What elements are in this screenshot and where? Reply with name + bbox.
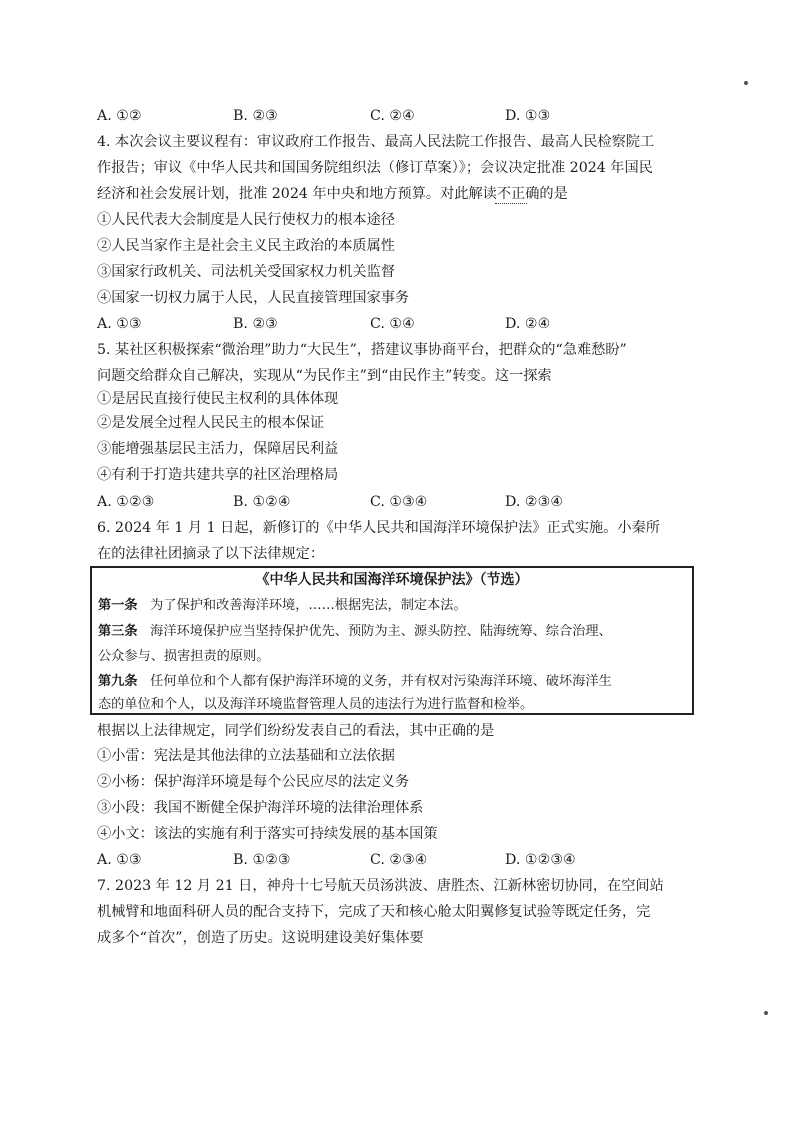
q3-option-d: D. ①③: [505, 108, 551, 124]
article-1-label: 第一条: [98, 598, 138, 613]
q4-option-c: C. ①④: [370, 316, 415, 332]
q6-item-1: ①小雷：宪法是其他法律的立法基础和立法依据: [97, 748, 395, 764]
q4-stem-line-1: 4. 本次会议主要议程有：审议政府工作报告、最高人民法院工作报告、最高人民检察院工: [97, 134, 655, 150]
q6-prompt: 根据以上法律规定，同学们纷纷发表自己的看法，其中正确的是: [97, 723, 495, 739]
q3-option-c: C. ②④: [370, 108, 415, 124]
q6-option-b: B. ①②③: [233, 852, 291, 868]
q4-item-1: ①人民代表大会制度是人民行使权力的根本途径: [97, 212, 395, 228]
q5-stem-line-1: 5. 某社区积极探索“微治理”助力“大民生”，搭建议事协商平台，把群众的“急难愁盼”: [97, 342, 627, 358]
q5-item-3: ③能增强基层民主活力，保障居民利益: [97, 441, 339, 457]
q5-option-a: A. ①②③: [97, 494, 155, 510]
q4-item-2: ②人民当家作主是社会主义民主政治的本质属性: [97, 238, 395, 254]
article-3-text-1: 海洋环境保护应当坚持保护优先、预防为主、源头防控、陆海统筹、综合治理、: [150, 624, 612, 639]
q6-stem-line-2: 在的法律社团摘录了以下法律规定：: [97, 546, 325, 562]
q4-option-d: D. ②④: [505, 316, 551, 332]
q3-option-a: A. ①②: [97, 108, 142, 124]
q6-item-3: ③小段：我国不断健全保护海洋环境的法律治理体系: [97, 800, 424, 816]
q4-item-3: ③国家行政机关、司法机关受国家权力机关监督: [97, 264, 395, 280]
q4-option-a: A. ①③: [97, 316, 142, 332]
q6-item-2: ②小杨：保护海洋环境是每个公民应尽的法定义务: [97, 774, 410, 790]
q7-stem-line-1: 7. 2023 年 12 月 21 日，神舟十七号航天员汤洪波、唐胜杰、江新林密切协同，在空间站: [97, 878, 664, 894]
q7-stem-line-2: 机械臂和地面科研人员的配合支持下，完成了天和核心舱太阳翼修复试验等既定任务，完: [97, 904, 651, 920]
q6-option-c: C. ②③④: [370, 852, 428, 868]
q5-option-c: C. ①③④: [370, 494, 428, 510]
scan-speck: [764, 1011, 768, 1015]
q4-option-b: B. ②③: [233, 316, 278, 332]
law-excerpt-title: 《中华人民共和国海洋环境保护法》（节选）: [255, 572, 529, 588]
scan-speck: [744, 81, 748, 85]
article-9-label: 第九条: [98, 674, 138, 689]
article-1-text: 为了保护和改善海洋环境，……根据宪法，制定本法。: [150, 598, 467, 613]
q7-stem-line-3: 成多个“首次”，创造了历史。这说明建设美好集体要: [97, 930, 424, 946]
article-1: [98, 596, 467, 616]
emphasis-underline: [495, 200, 527, 204]
article-9-text-2: 态的单位和个人，以及海洋环境监督管理人员的违法行为进行监督和检举。: [98, 697, 534, 712]
q6-option-a: A. ①③: [97, 852, 142, 868]
article-3: [98, 622, 612, 642]
q5-stem-line-2: 问题交给群众自己解决，实现从“为民作主”到“由民作主”转变。这一探索: [97, 368, 552, 384]
q3-option-b: B. ②③: [233, 108, 278, 124]
q4-item-4: ④国家一切权力属于人民，人民直接管理国家事务: [97, 290, 410, 306]
article-3-label: 第三条: [98, 624, 138, 639]
q5-option-b: B. ①②④: [233, 494, 291, 510]
q4-stem-line-2: 作报告；审议《中华人民共和国国务院组织法（修订草案）》；会议决定批准 2024 年国民: [97, 160, 653, 176]
q5-item-4: ④有利于打造共建共享的社区治理格局: [97, 467, 339, 483]
law-excerpt-box: [90, 566, 694, 715]
q4-stem-line-3: 经济和社会发展计划，批准 2024 年中央和地方预算。对此解读不正确的是: [97, 186, 568, 202]
q6-item-4: ④小文：该法的实施有利于落实可持续发展的基本国策: [97, 826, 438, 842]
q5-option-d: D. ②③④: [505, 494, 564, 510]
article-9: [98, 672, 612, 692]
q6-option-d: D. ①②③④: [505, 852, 576, 868]
article-3-text-2: 公众参与、损害担责的原则。: [98, 649, 270, 664]
q5-item-1: ①是居民直接行使民主权利的具体体现: [97, 391, 339, 407]
q6-stem-line-1: 6. 2024 年 1 月 1 日起，新修订的《中华人民共和国海洋环境保护法》正式实施。小秦所: [97, 520, 660, 536]
q5-item-2: ②是发展全过程人民民主的根本保证: [97, 415, 325, 431]
article-9-text-1: 任何单位和个人都有保护海洋环境的义务，并有权对污染海洋环境、破坏海洋生: [150, 674, 612, 689]
